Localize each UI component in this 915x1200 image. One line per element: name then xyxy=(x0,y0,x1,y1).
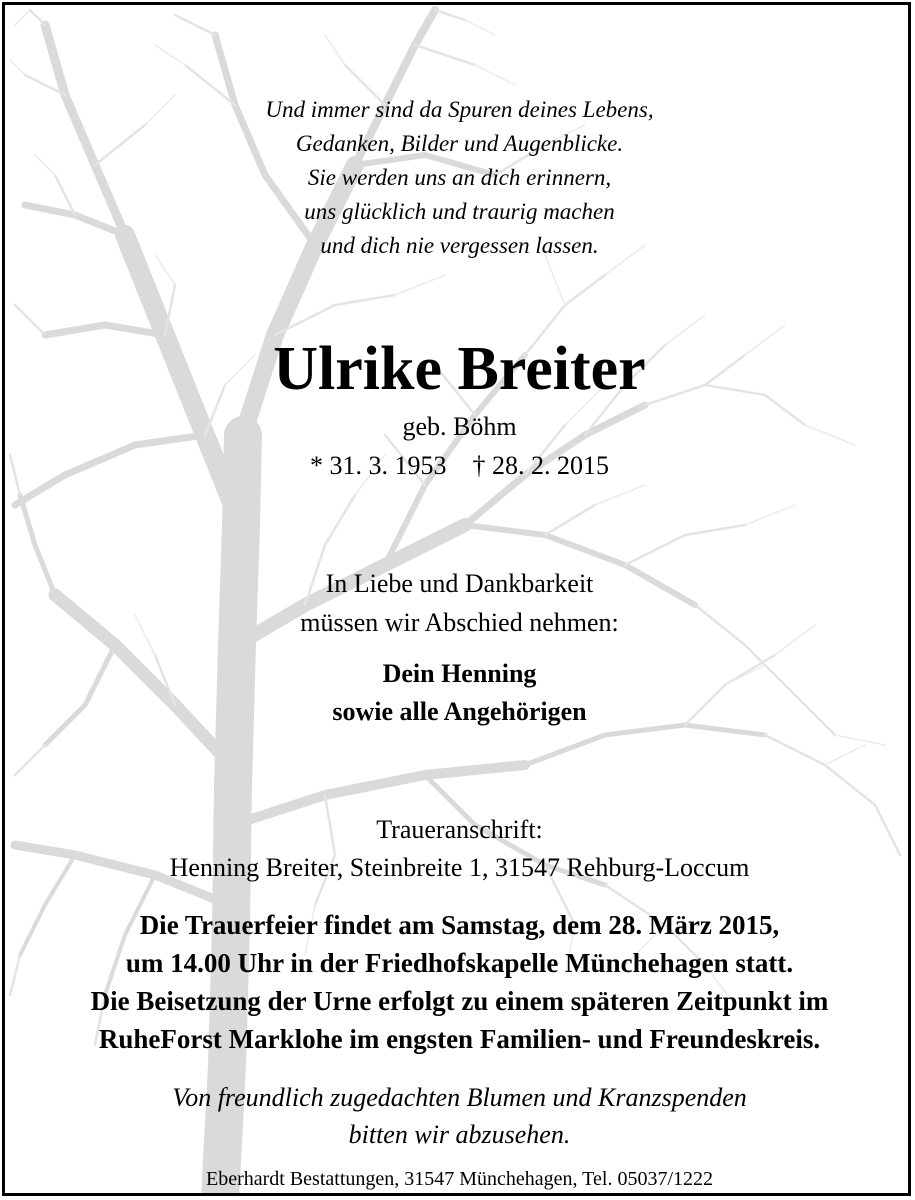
mourner-line-1: Dein Henning xyxy=(382,659,537,688)
poem-line-1: Und immer sind da Spuren deines Lebens, xyxy=(265,97,654,122)
deceased-name: Ulrike Breiter xyxy=(273,335,646,403)
poem-line-2: Gedanken, Bilder und Augenblicke. xyxy=(295,131,624,156)
maiden-name: geb. Böhm xyxy=(402,412,517,441)
poem-line-4: uns glücklich und traurig machen xyxy=(304,199,615,224)
mourning-address: Henning Breiter, Steinbreite 1, 31547 Rehburg-Loccum xyxy=(169,853,750,882)
farewell-line-1: In Liebe und Dankbarkeit xyxy=(325,569,594,598)
farewell-line-2: müssen wir Abschied nehmen: xyxy=(300,608,619,637)
address-label: Traueranschrift: xyxy=(376,815,543,844)
obituary-notice xyxy=(2,2,911,1196)
poem-line-3: Sie werden uns an dich erinnern, xyxy=(307,165,612,190)
ceremony-line-1: Die Trauerfeier findet am Samstag, dem 28. März 2015, xyxy=(139,910,780,940)
poem-line-5: und dich nie vergessen lassen. xyxy=(320,233,599,258)
closing-line-1: Von freundlich zugedachten Blumen und Kranzspenden xyxy=(172,1083,747,1112)
closing-line-2: bitten wir abzusehen. xyxy=(348,1120,571,1149)
mourner-line-2: sowie alle Angehörigen xyxy=(332,697,587,726)
ceremony-line-3: Die Beisetzung der Urne erfolgt zu einem späteren Zeitpunkt im xyxy=(90,986,829,1016)
ceremony-line-4: RuheForst Marklohe im engsten Familien- und Freundeskreis. xyxy=(98,1024,821,1054)
ceremony-line-2: um 14.00 Uhr in der Friedhofskapelle Münchehagen statt. xyxy=(125,948,794,978)
funeral-home-footer: Eberhardt Bestattungen, 31547 Münchehagen, Tel. 05037/1222 xyxy=(205,1168,713,1190)
life-dates: * 31. 3. 1953 † 28. 2. 2015 xyxy=(310,451,609,480)
